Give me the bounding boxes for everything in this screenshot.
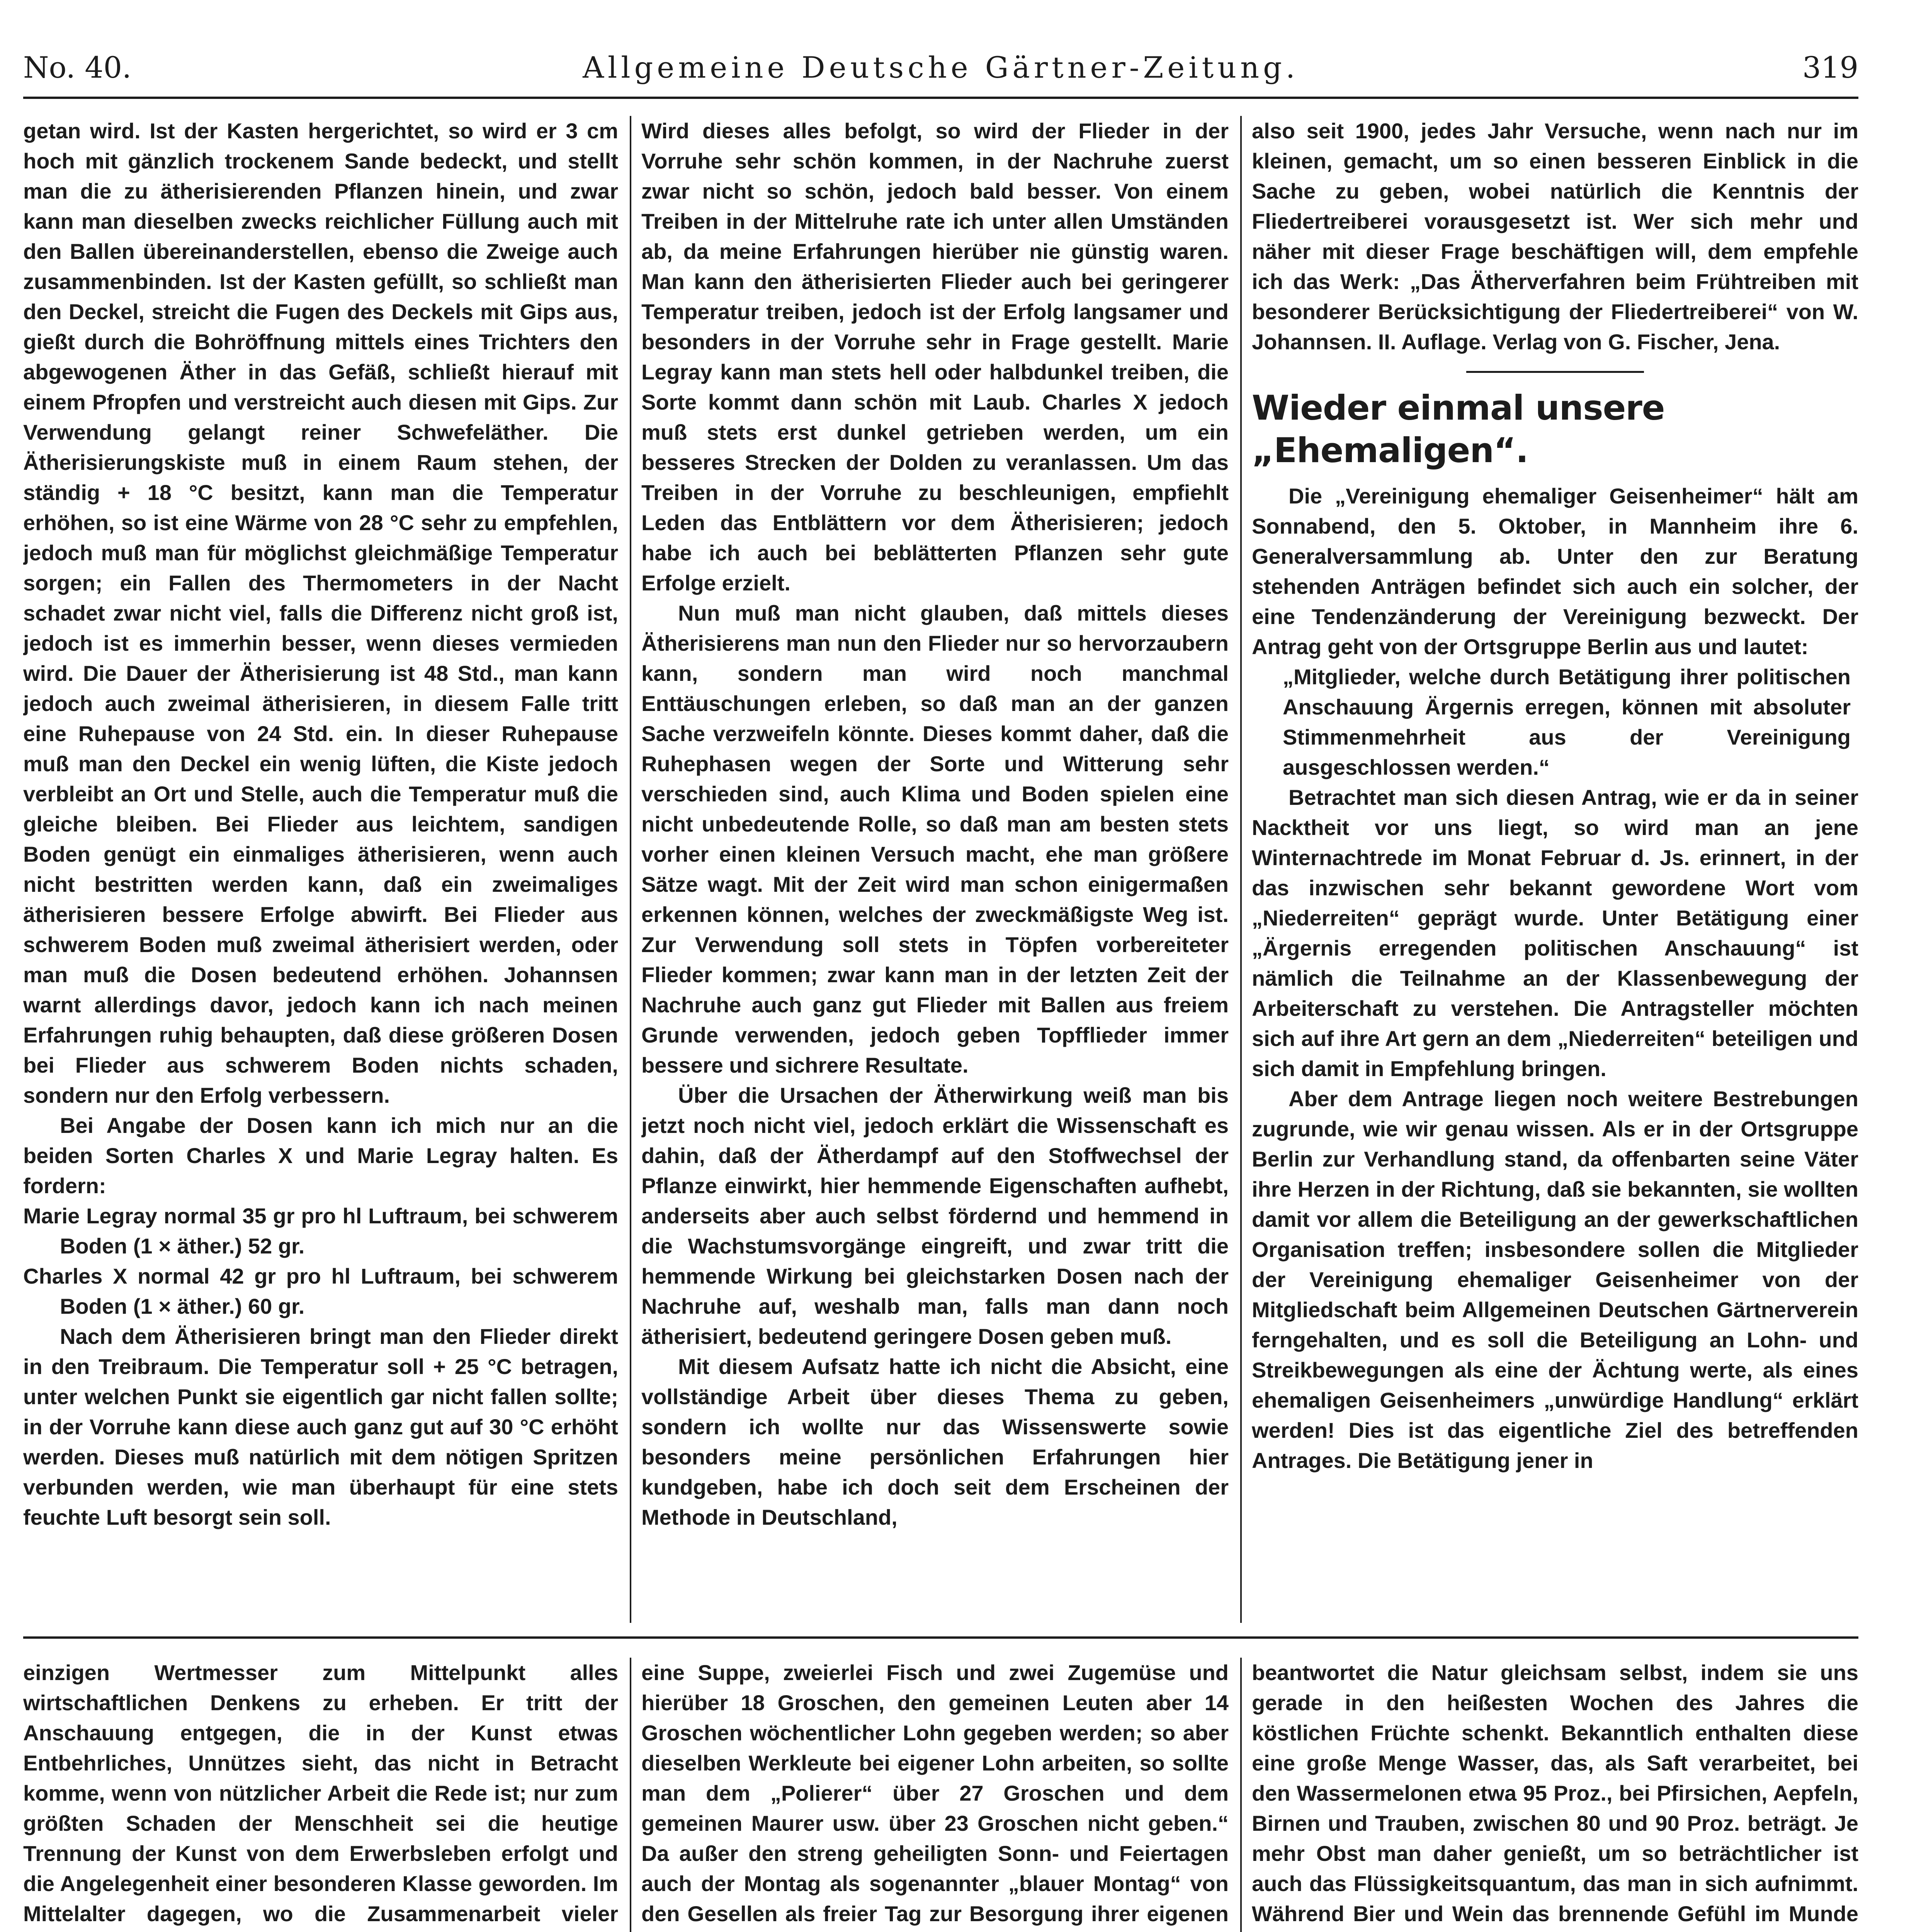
paragraph: Bei Angabe der Dosen kann ich mich nur an die beiden Sorten Charles X und Marie Legray halten. Es fordern: [23, 1113, 618, 1198]
issue-number: No. 40. [23, 50, 132, 85]
paragraph: Über die Ursachen der Ätherwirkung weiß man bis jetzt noch nicht viel, jedoch erklärt die Wissenschaft es dahin, daß der Ätherdampf auf den Stoffwechsel der Pflanze einwirkt, hier hemmende Eigenschaften aufhebt, anderseits aber auch selbst fördernd und hemmend in die Wachstumsvorgänge eingreift, und zwar tritt die hemmende Wirkung bei gleichstarken Dosen nach der Nachruhe auf, weshalb man, falls man dann noch ätherisiert, bedeutend geringere Dosen geben muß. [641, 1083, 1229, 1349]
section-separator [23, 1636, 1858, 1639]
paragraph: Aber dem Antrage liegen noch weitere Bestrebungen zugrunde, wie wir genau wissen. Als er in der Ortsgruppe Berlin zur Verhandlung stand, da offenbarten seine Väter ihre Herzen in der Richtung, daß sie bekannten, sie wollten damit vor allem die Beteiligung an der gewerkschaftlichen Organisation treffen; insbesondere sollen die Mitglieder der Vereinigung ehemaliger Geisenheimer von der Mitgliedschaft beim Allgemeinen Deutschen Gärtnerverein ferngehalten, und es soll die Beteiligung an Lohn- und Streikbewegungen als eine der Ächtung werte, als eines ehemaligen Geisenheimers „unwürdige Handlung“ erklärt werden! Dies ist das eigentliche Ziel des betreffenden Antrages. Die Betätigung jener in [1252, 1087, 1858, 1473]
page-header [23, 39, 1858, 89]
paragraph: Die „Vereinigung ehemaliger Geisenheimer“ hält am Sonnabend, den 5. Oktober, in Mannheim ihre 6. Generalversammlung ab. Unter den zur Beratung stehenden Anträgen befindet sich auch ein solcher, der eine Tendenzänderung der Vereinigung bezweckt. Der Antrag geht von der Ortsgruppe Berlin aus und lautet: [1252, 484, 1858, 659]
paragraph: Wird dieses alles befolgt, so wird der Flieder in der Vorruhe sehr schön kommen, in der Nachruhe zuerst zwar nicht so schön, jedoch bald besser. Von einem Treiben in der Mittelruhe rate ich unter allen Umständen ab, da meine Erfahrungen hierüber nie günstig waren. Man kann den ätherisierten Flieder auch bei geringerer Temperatur treiben, jedoch ist der Erfolg langsamer und besonders in der Vorruhe sehr in Frage gestellt. Marie Legray kann man stets hell oder halbdunkel treiben, die Sorte kommt dann schön mit Laub. Charles X jedoch muß stets erst dunkel getrieben werden, um ein besseres Strecken der Dolden zu veranlassen. Um das Treiben in der Vorruhe zu beschleunigen, empfiehlt Leden das Entblättern vor dem Ätherisieren; jedoch habe ich auch bei beblätterten Pflanzen sehr gute Erfolge erzielt. [641, 119, 1229, 595]
column-divider [1240, 116, 1242, 1623]
top-column-2 [641, 116, 1229, 1627]
page-number: 319 [1802, 50, 1858, 85]
bottom-column-2 [641, 1658, 1229, 1932]
top-column-3 [1252, 116, 1858, 1627]
paragraph: Nach dem Ätherisieren bringt man den Flieder direkt in den Treibraum. Die Temperatur soll + 25 °C betragen, unter welchen Punkt sie eigentlich gar nicht fallen sollte; in der Vorruhe kann diese auch ganz gut auf 30 °C erhöht werden. Dieses muß natürlich mit dem nötigen Spritzen verbunden werden, wie man überhaupt für eine stets feuchte Luft besorgt sein soll. [23, 1324, 618, 1529]
paragraph: beantwortet die Natur gleichsam selbst, indem sie uns gerade in den heißesten Wochen des Jahres die köstlichen Früchte schenkt. Bekanntlich enthalten diese eine große Menge Wasser, das, als Saft verarbeitet, bei den Wassermelonen etwa 95 Proz., bei Pfirsichen, Aepfeln, Birnen und Trauben, zwischen 80 und 90 Proz. beträgt. Je mehr Obst man daher genießt, um so beträchtlicher ist auch das Flüssigkeitsquantum, das man in sich aufnimmt. Während Bier und Wein das brennende Gefühl im Munde [1252, 1660, 1858, 1926]
newspaper-title: Allgemeine Deutsche Gärtner-Zeitung. [583, 50, 1299, 85]
paragraph: Mit diesem Aufsatz hatte ich nicht die Absicht, eine vollständige Arbeit über dieses Thema zu geben, sondern ich wollte nur das Wissenswerte sowie besonders meine persönlichen Erfahrungen hier kundgeben, habe ich doch seit dem Erscheinen der Methode in Deutschland, [641, 1354, 1229, 1529]
paragraph: getan wird. Ist der Kasten hergerichtet, so wird er 3 cm hoch mit gänzlich trockenem Sande bedeckt, und stellt man die zu ätherisierenden Pflanzen hinein, und zwar kann man dieselben zwecks reichlicher Füllung auch mit den Ballen übereinanderstellen, ebenso die Zweige auch zusammenbinden. Ist der Kasten gefüllt, so schließt man den Deckel, streicht die Fugen des Deckels mit Gips aus, gießt durch die Bohröffnung mittels eines Trichters den abgewogenen Äther in das Gefäß, schließt hierauf mit einem Pfropfen und verstreicht auch diesen mit Gips. Zur Verwendung gelangt reiner Schwefeläther. Die Ätherisierungskiste muß in einem Raum stehen, der ständig + 18 °C besitzt, kann man die Temperatur erhöhen, so ist eine Wärme von 28 °C sehr zu empfehlen, jedoch muß man für möglichst gleichmäßige Temperatur sorgen; ein Fallen des Thermometers in der Nacht schadet zwar nicht viel, falls die Differenz nicht groß ist, jedoch ist es immerhin besser, wenn dieses vermieden wird. Die Dauer der Ätherisierung ist 48 Std., man kann jedoch auch zweimal ätherisieren, in diesem Falle tritt eine Ruhepause von 24 Std. ein. In dieser Ruhepause muß man den Deckel ein wenig lüften, die Kiste jedoch verbleibt an Ort und Stelle, auch die Temperatur muß die gleiche bleiben. Bei Flieder aus leichtem, sandigen Boden genügt ein einmaliges ätherisieren, wenn auch nicht bestritten werden kann, daß ein zweimaliges ätherisieren bessere Erfolge abwirft. Bei Flieder aus schwerem Boden muß zweimal ätherisiert werden, oder man muß die Dosen bedeutend erhöhen. Johannsen warnt allerdings davor, jedoch kann ich nach meinen Erfahrungen ruhig behaupten, daß diese größeren Dosen bei Flieder aus schwerem Boden nichts schaden, sondern nur den Erfolg verbessern. [23, 119, 618, 1107]
quote: „Mitglieder, welche durch Betätigung ihrer politischen Anschauung Ärgernis erregen, können mit absoluter Stimmenmehrheit aus der Vereinigung ausgeschlossen werden.“ [1283, 665, 1851, 779]
paragraph: einzigen Wertmesser zum Mittelpunkt alles wirtschaftlichen Denkens zu erheben. Er tritt der Anschauung entgegen, die in der Kunst etwas Entbehrliches, Unnützes sieht, das nicht in Betracht komme, wenn von nützlicher Arbeit die Rede ist; nur zum größten Schaden der Menschheit sei die heutige Trennung der Kunst von dem Erwerbsleben erfolgt und die Angelegenheit einer besonderen Klasse geworden. Im Mittelalter dagegen, wo die Zusammenarbeit vieler [23, 1660, 618, 1926]
dose-line: Charles X normal 42 gr pro hl Luftraum, bei schwerem Boden (1 × äther.) 60 gr. [23, 1264, 618, 1318]
paragraph: Nun muß man nicht glauben, daß mittels dieses Ätherisierens man nun den Flieder nur so hervorzaubern kann, sondern man wird noch manchmal Enttäuschungen erleben, so daß man an der ganzen Sache verzweifeln könnte. Dieses kommt daher, daß die Ruhephasen wegen der Sorte und Witterung sehr verschieden sind, auch Klima und Boden spielen eine nicht unbedeutende Rolle, so daß man am besten stets vorher einen kleinen Versuch macht, ehe man größere Sätze wagt. Mit der Zeit wird man schon einigermaßen erkennen können, welches der zweckmäßigste Weg ist. Zur Verwendung soll stets in Töpfen vorbereiteter Flieder kommen; zwar kann man in der letzten Zeit der Nachruhe auch ganz gut Flieder mit Ballen aus freiem Grunde verwenden, jedoch geben Topfflieder immer bessere und sichrere Resultate. [641, 601, 1229, 1077]
dose-line: Marie Legray normal 35 gr pro hl Luftraum, bei schwerem Boden (1 × äther.) 52 gr. [23, 1204, 618, 1258]
header-rule [23, 97, 1858, 99]
paragraph: Betrachtet man sich diesen Antrag, wie er da in seiner Nacktheit vor uns liegt, so wird man an jene Winternachtrede im Monat Februar d. Js. erinnert, in der das inzwischen sehr bekannt gewordene Wort vom „Niederreiten“ geprägt wurde. Unter Betätigung einer „Ärgernis erregenden politischen Anschauung“ ist nämlich die Teilnahme an der Klassenbewegung der Arbeiterschaft zu verstehen. Die Antragsteller möchten sich auf ihre Art gern an dem „Niederreiten“ beteiligen und sich damit in Empfehlung bringen. [1252, 785, 1858, 1081]
bottom-column-3 [1252, 1658, 1858, 1932]
bottom-column-1 [23, 1658, 618, 1932]
paragraph: eine Suppe, zweierlei Fisch und zwei Zugemüse und hierüber 18 Groschen, den gemeinen Leuten aber 14 Groschen wöchentlicher Lohn gegeben werden; so aber dieselben Werkleute bei eigener Lohn arbeiten, so sollte man dem „Polierer“ über 27 Groschen und dem gemeinen Maurer usw. über 23 Groschen nicht geben.“ Da außer den streng geheiligten Sonn- und Feiertagen auch der Montag als sogenannter „blauer Montag“ von den Gesellen als freier Tag zur Besorgung ihrer eigenen [641, 1660, 1229, 1926]
article-heading: Wieder einmal unsere „Ehemaligen“. [1252, 388, 1665, 470]
column-divider [630, 1658, 631, 1932]
paragraph: also seit 1900, jedes Jahr Versuche, wenn nach nur im kleinen, gemacht, um so einen besseren Einblick in die Sache zu geben, wobei natürlich die Kenntnis der Fliedertreiberei vorausgesetzt ist. Wer sich mehr und näher mit dieser Frage beschäftigen will, dem empfehle ich das Werk: „Das Ätherverfahren beim Frühtreiben mit besonderer Berücksichtigung der Fliedertreiberei“ von W. Johannsen. II. Auflage. Verlag von G. Fischer, Jena. [1252, 119, 1858, 354]
top-column-1 [23, 116, 618, 1627]
column-divider [1240, 1658, 1242, 1932]
column-divider [630, 116, 631, 1623]
section-rule [1466, 371, 1644, 373]
